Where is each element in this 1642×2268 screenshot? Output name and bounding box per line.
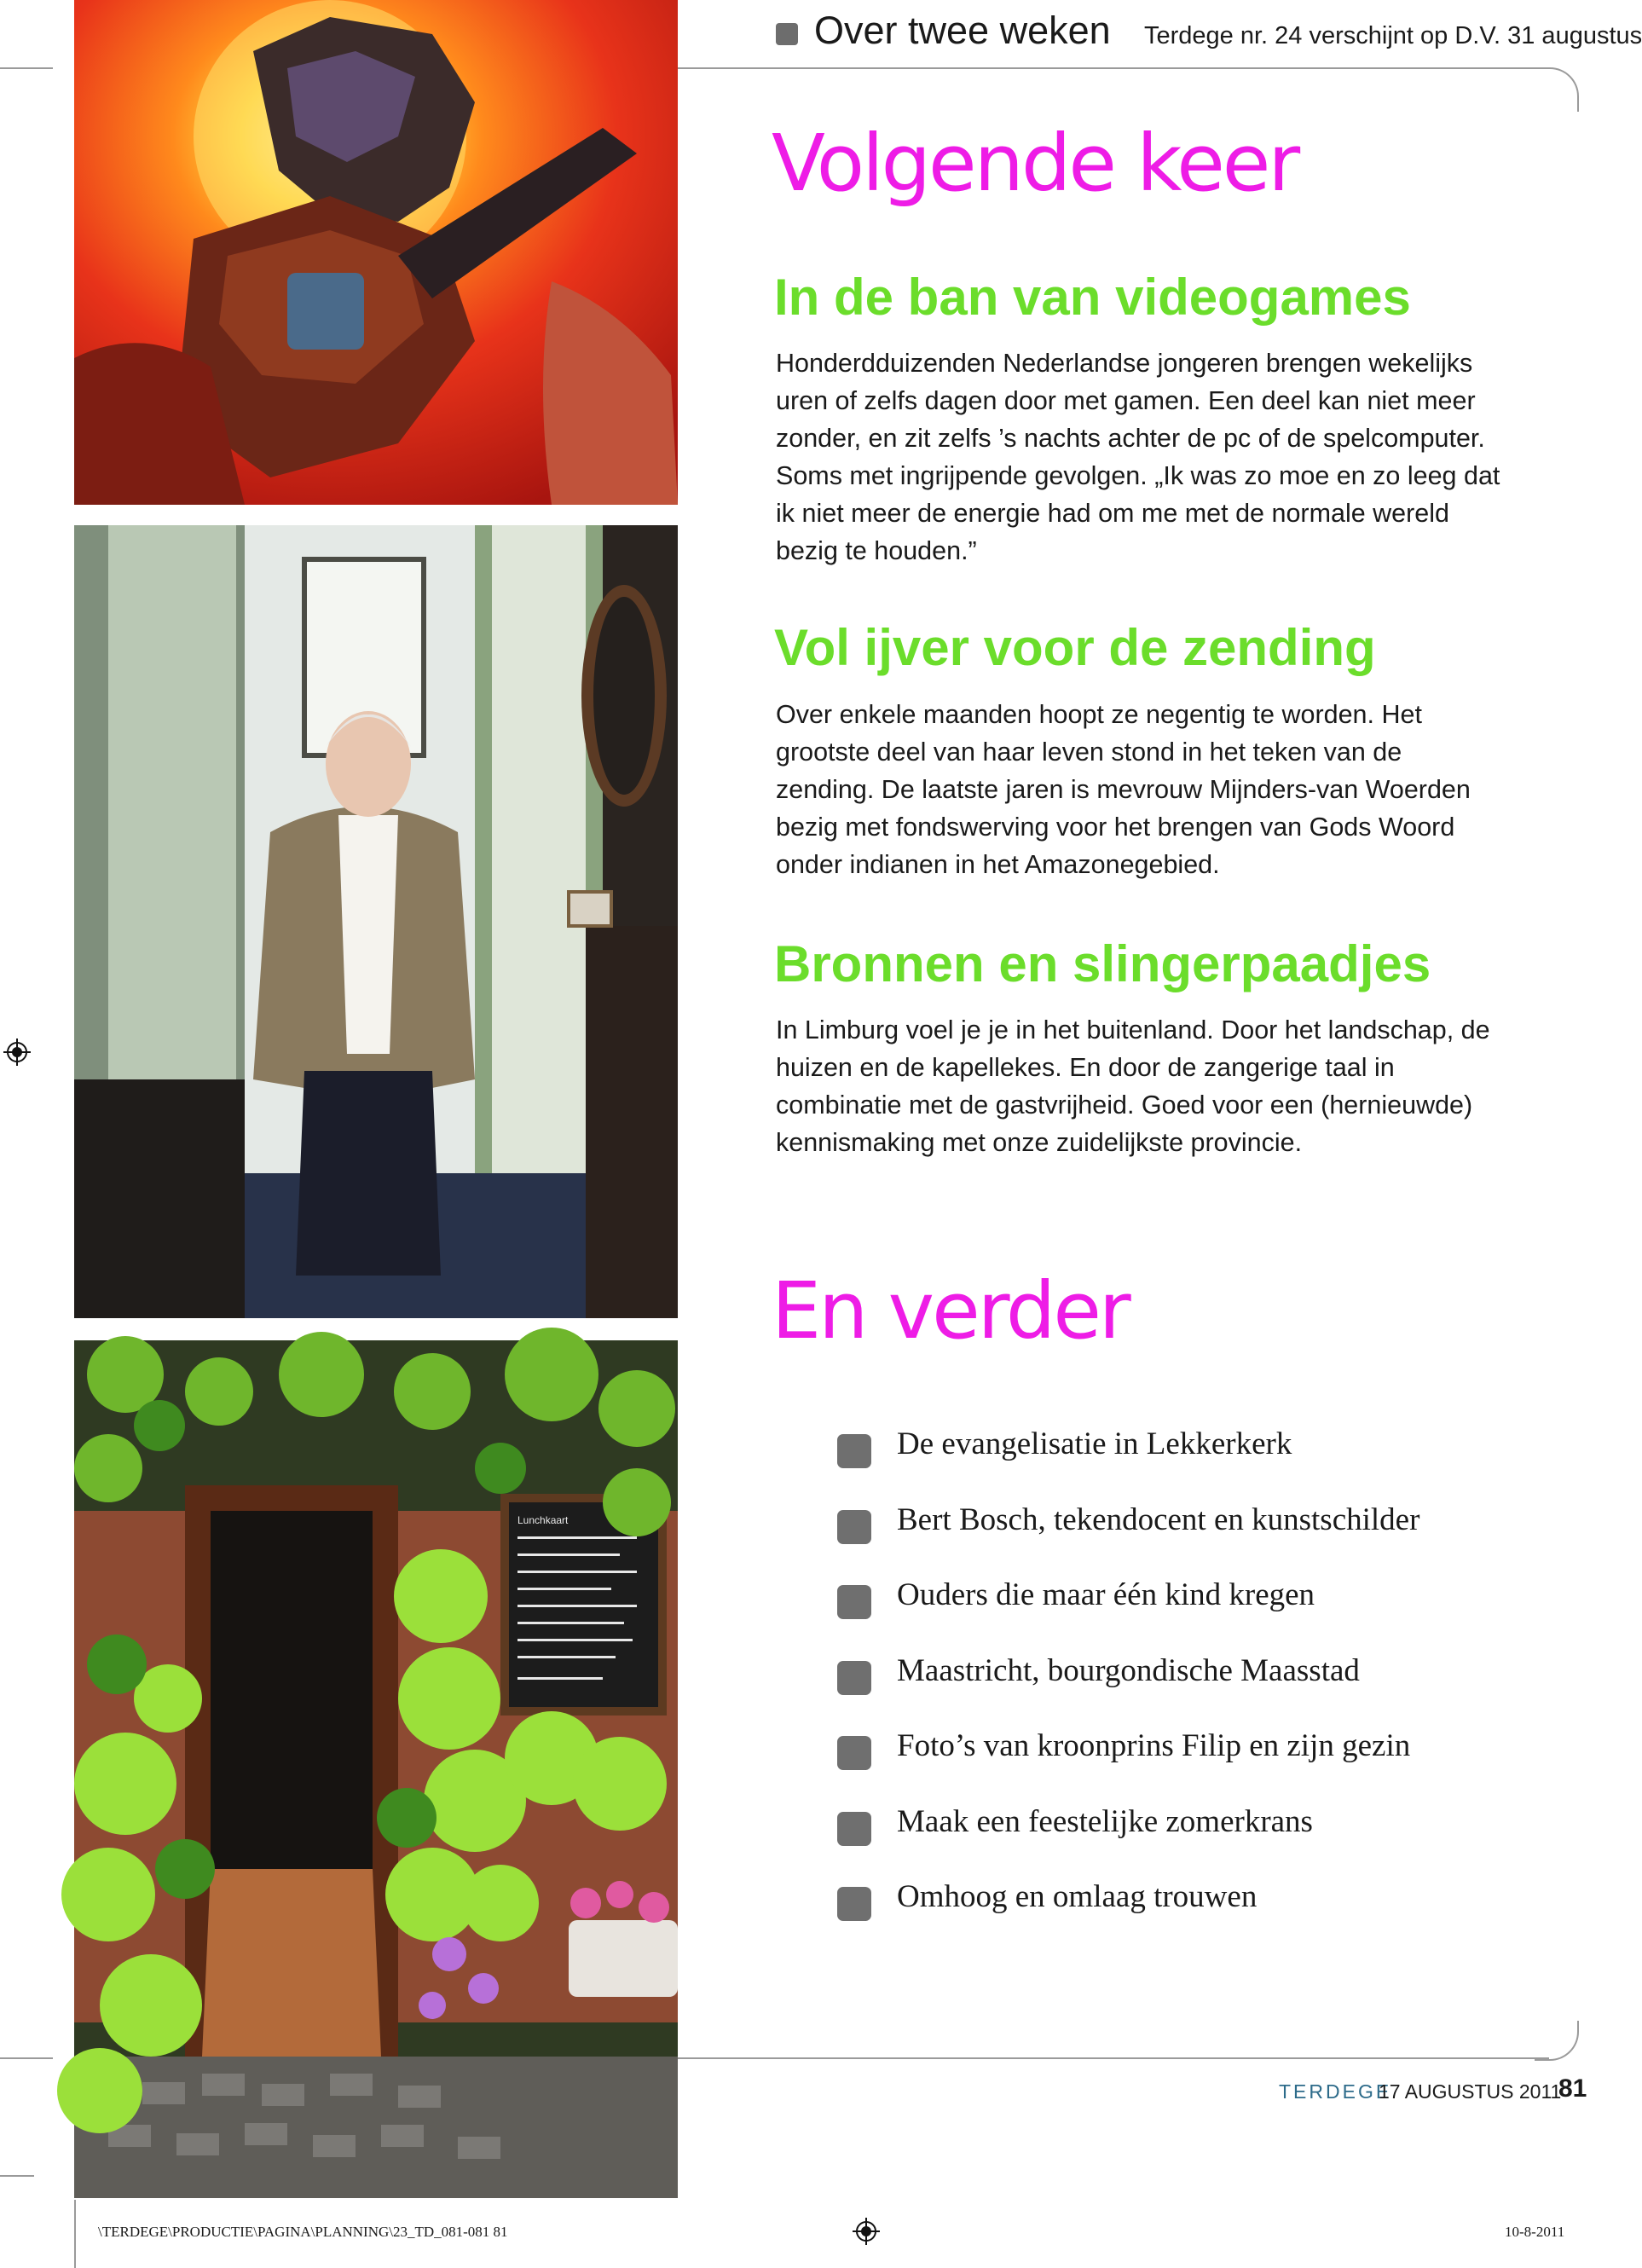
left-bleed-line xyxy=(74,2200,76,2268)
footer-date: 17 AUGUSTUS 2011 xyxy=(1379,2080,1562,2103)
section-title-further: En verder xyxy=(772,1265,1129,1357)
videogame-illustration xyxy=(74,0,678,505)
bullet-icon xyxy=(837,1661,871,1695)
bullet-icon xyxy=(837,1434,871,1468)
article-body-1: Honderdduizenden Nederlandse jongeren brengen wekelijks uren of zelfs dagen door met gamen. Een deel kan niet meer zonder, en zit zelfs ’s nachts achter de pc of de spelcomputer. Soms met ingrijpende gevolgen. „Ik was zo moe en zo leeg dat ik niet meer de energie had om me met de normale wereld bezig te houden.” xyxy=(776,349,1500,565)
top-corner xyxy=(1535,67,1579,112)
section-title-next-time: Volgende keer xyxy=(772,118,1298,209)
photo-woman-doorway xyxy=(74,525,678,1318)
footer-magazine-name: TERDEGE xyxy=(1279,2080,1392,2103)
registration-mark-icon xyxy=(3,1039,31,1066)
header-subtitle: Terdege nr. 24 verschijnt op D.V. 31 augustus xyxy=(1144,22,1642,49)
bottom-rule xyxy=(0,2057,53,2059)
article-heading-2: Vol ijver voor de zending xyxy=(774,619,1376,676)
header-title: Over twee weken xyxy=(814,9,1111,52)
bottom-corner xyxy=(1535,2021,1579,2061)
registration-mark-icon xyxy=(853,2218,880,2245)
top-rule xyxy=(0,67,53,69)
article-heading-1: In de ban van videogames xyxy=(774,269,1411,326)
ivy-doorway-image xyxy=(74,1340,678,2198)
article-heading-3: Bronnen en slingerpaadjes xyxy=(774,935,1431,992)
photo-videogame xyxy=(74,0,678,505)
header-bullet-icon xyxy=(776,23,798,45)
left-crop-mark xyxy=(0,2175,34,2177)
slug-date: 10-8-2011 xyxy=(1505,2224,1565,2240)
bullet-icon xyxy=(837,1887,871,1921)
bullet-icon xyxy=(837,1510,871,1544)
bullet-icon xyxy=(837,1736,871,1770)
slug-path: \TERDEGE\PRODUCTIE\PAGINA\PLANNING\23_TD_081-081 81 xyxy=(98,2224,508,2240)
bottom-rule-right xyxy=(678,2057,1549,2059)
top-rule-right xyxy=(678,67,1549,69)
photo-ivy-doorway xyxy=(74,1340,678,2198)
bullet-icon xyxy=(837,1812,871,1846)
bullet-icon xyxy=(837,1585,871,1619)
woman-doorway-image xyxy=(74,525,678,1318)
menu-board-title: Lunchkaart xyxy=(517,1514,569,1526)
article-body-2: Over enkele maanden hoopt ze negentig te worden. Het grootste deel van haar leven stond in het teken van de zending. De laatste jaren is mevrouw Mijnders-van Woerden bezig met fondswerving voor het brengen van Gods Woord onder indianen in het Amazonegebied. xyxy=(776,700,1471,879)
page-number: 81 xyxy=(1558,2074,1587,2103)
article-body-3: In Limburg voel je je in het buitenland. Door het landschap, de huizen en de kapellekes. En door de zangerige taal in combinatie met de gastvrijheid. Goed voor een (hernieuwde) kennismaking met onze zuidelijkste provincie. xyxy=(776,1015,1490,1157)
